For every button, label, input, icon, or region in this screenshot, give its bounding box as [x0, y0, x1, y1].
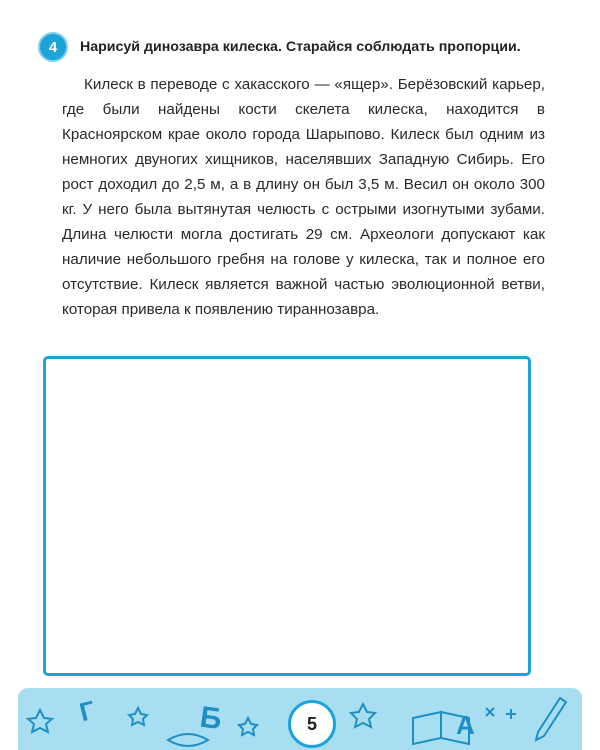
body-paragraph: Килеск в переводе с хакасского — «ящер». Берёзовский карьер, где были найдены кости скелета килеска, находится в Красноярском крае около города Шарыпово. Килеск был одним из немногих двуногих хищников, населявших Западную Сибирь. Его рост доходил до 2,5 м, а в длину он был 3,5 м. Весил он около 300 кг. У него была вытянутая челюсть с острыми изогнутыми зубами. Длина челюсти могла достигать 29 см. Археологи допускают как наличие небольшого гребня на голове у килеска, так и полное его отсутствие. Килеск является важной частью эволюционной ветви, которая привела к появлению тираннозавра. — [62, 76, 545, 318]
letter-decoration: Г — [76, 694, 99, 728]
task-header — [38, 32, 580, 62]
task-title: Нарисуй динозавра килеска. Старайся соблюдать пропорции. — [80, 39, 521, 55]
star-icon — [239, 718, 257, 735]
star-icon — [28, 710, 52, 732]
letter-decoration: А — [456, 710, 475, 740]
pencil-icon — [536, 698, 566, 740]
footer-band — [18, 688, 582, 750]
letter-decoration: Б — [197, 700, 224, 737]
page-number: 5 — [288, 700, 336, 748]
task-number-badge: 4 — [38, 32, 68, 62]
star-icon — [351, 704, 375, 727]
body-text — [62, 72, 545, 322]
star-icon — [129, 708, 147, 725]
math-symbols-icon — [486, 708, 516, 719]
drawing-area[interactable] — [43, 356, 531, 676]
drop-icon — [168, 734, 208, 746]
